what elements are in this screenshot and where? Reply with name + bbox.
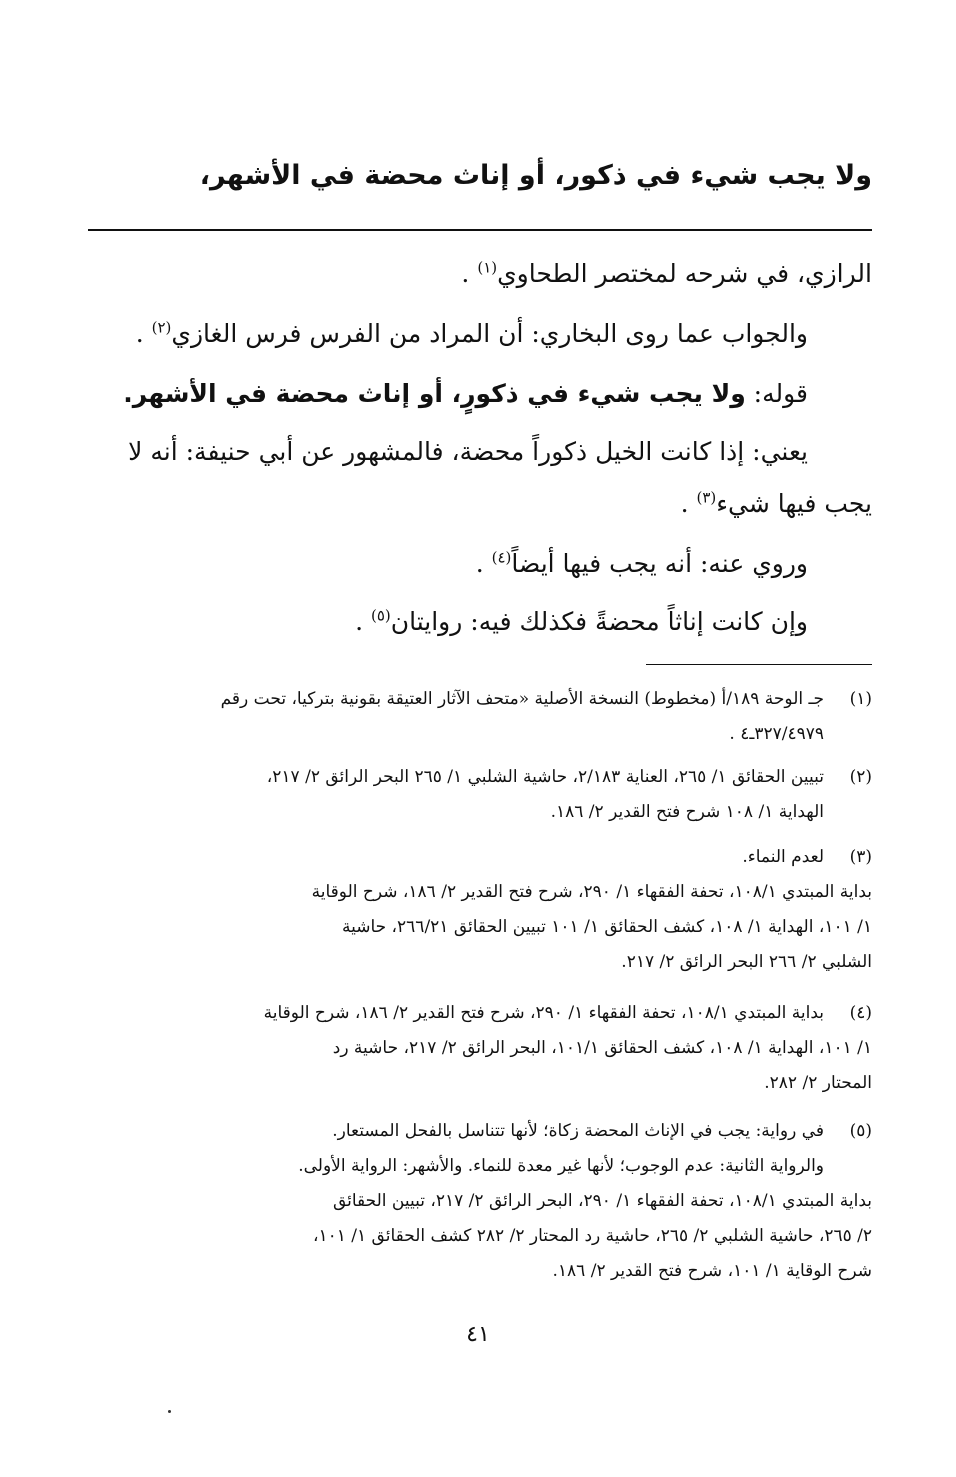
paragraph-end: . (355, 607, 371, 636)
paragraph-end: . (135, 319, 152, 348)
paragraph-text: والجواب عما روى البخاري: أن المراد من الفرس فرس الغازي (171, 319, 808, 348)
paragraph-end: . (461, 259, 478, 288)
paragraph-text: يعني: إذا كانت الخيل ذكوراً محضة، فالمشهور عن أبي حنيفة: أنه لا (128, 437, 808, 466)
footnote-number: (٢) (849, 767, 872, 787)
footnote-3 (96, 840, 872, 980)
paragraph-text: الرازي، في شرحه لمختصر الطحاوي (497, 259, 872, 288)
footnote-line: جـ الوحة ١٨٩/أ (مخطوط) النسخة الأصلية «متحف الآثار العتيقة بقونية بتركيا، تحت رقم (220, 689, 824, 709)
paragraph-1 (96, 248, 872, 300)
footnote-line: تبيين الحقائق ١/ ٢٦٥، العناية ٢/١٨٣، حاشية الشلبي ١/ ٢٦٥ البحر الرائق ٢/ ٢١٧، (266, 767, 824, 787)
paragraph-text: وإن كانت إناثاً محضةً فكذلك فيه: روايتان (390, 607, 808, 636)
footnote-2 (96, 760, 872, 830)
paragraph-4-line-2 (96, 478, 872, 530)
running-header: ولا يجب شيء في ذكور، أو إناث محضة في الأشهر، (199, 160, 872, 191)
footnote-line: الهداية ١/ ١٠٨ شرح فتح القدير ٢/ ١٨٦. (550, 802, 824, 822)
paragraph-5 (96, 538, 808, 590)
footnote-line: في رواية: يجب في الإناث المحضة زكاة؛ لأنها تتناسل بالفحل المستعار. (332, 1121, 824, 1141)
footnote-separator (646, 664, 872, 665)
footnote-line: بداية المبتدي ١٠٨/١، تحفة الفقهاء ١/ ٢٩٠، البحر الرائق ٢/ ٢١٧، تبيين الحقائق (332, 1191, 872, 1211)
paragraph-end: . (680, 489, 697, 518)
footnote-4 (96, 996, 872, 1101)
footnote-ref[interactable]: (٤) (491, 548, 512, 567)
footnote-line: ١/ ١٠١، الهداية ١/ ١٠٨، كشف الحقائق ١/ ١٠١ تبيين الحقائق ٢٦٦/٢١، حاشية (341, 917, 872, 937)
footnote-number: (٣) (849, 847, 872, 867)
page-number: ٤١ (466, 1322, 490, 1347)
paragraph-lead: قوله: (745, 379, 808, 408)
footnote-number: (١) (849, 689, 872, 709)
footnote-line: بداية المبتدي ١٠٨/١، تحفة الفقهاء ١/ ٢٩٠، شرح فتح القدير ٢/ ١٨٦، شرح الوقاية (311, 882, 872, 902)
footnote-line: ٢/ ٢٦٥، حاشية الشلبي ٢/ ٢٦٥، حاشية رد المحتار ٢/ ٢٨٢ كشف الحقائق ١/ ١٠١، (312, 1226, 872, 1246)
footnote-number: (٥) (849, 1121, 872, 1141)
footnote-line: الشلبي ٢/ ٢٦٦ البحر الرائق ٢/ ٢١٧. (621, 952, 872, 972)
footnote-ref[interactable]: (١) (477, 258, 498, 277)
paragraph-text: وروي عنه: أنه يجب فيها أيضاً (511, 549, 808, 578)
paragraph-2 (96, 308, 808, 360)
paragraph-end: . (475, 549, 492, 578)
footnote-line: لعدم النماء. (742, 847, 824, 867)
footnote-1 (96, 682, 872, 752)
paragraph-3 (96, 368, 808, 420)
footnote-line: المحتار ٢/ ٢٨٢. (764, 1073, 872, 1093)
paragraph-text: يجب فيها شيء (716, 489, 872, 518)
quoted-matn: ولا يجب شيء في ذكورٍ، أو إناث محضة في الأشهر (132, 379, 746, 408)
footnote-line: شرح الوقاية ١/ ١٠١، شرح فتح القدير ٢/ ١٨٦. (552, 1261, 872, 1281)
header-rule (88, 229, 872, 231)
footnote-line: والرواية الثانية: عدم الوجوب؛ لأنها غير معدة للنماء. والأشهر: الرواية الأولى. (298, 1156, 824, 1176)
paragraph-6 (96, 596, 808, 648)
footnote-line: ١/ ١٠١، الهداية ١/ ١٠٨، كشف الحقائق ١٠١/١، البحر الرائق ٢/ ٢١٧، حاشية رد (332, 1038, 872, 1058)
footnote-ref[interactable]: (٢) (151, 318, 172, 337)
paragraph-4-line-1 (96, 426, 808, 478)
paragraph-end: . (123, 379, 133, 408)
footnote-number: (٤) (849, 1003, 872, 1023)
footnote-line: بداية المبتدي ١٠٨/١، تحفة الفقهاء ١/ ٢٩٠، شرح فتح القدير ٢/ ١٨٦، شرح الوقاية (263, 1003, 824, 1023)
print-speck (168, 1410, 171, 1413)
footnote-line: ٣٢٧/٤٩٧٩ـ٤ . (729, 724, 824, 744)
footnote-5 (96, 1114, 872, 1289)
footnote-ref[interactable]: (٣) (696, 488, 717, 507)
footnote-ref[interactable]: (٥) (370, 606, 391, 625)
